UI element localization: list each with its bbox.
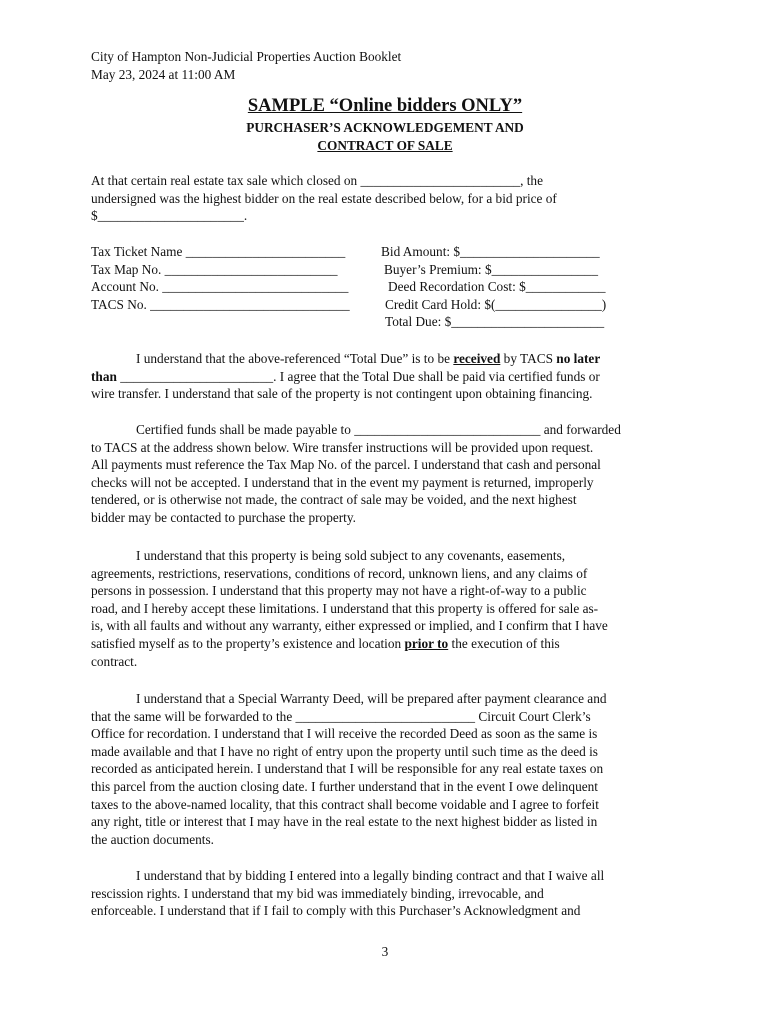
p4-line-2: that the same will be forwarded to the ___________________________ Circuit Court Clerk’s — [91, 708, 591, 724]
p1-text: by TACS — [500, 351, 557, 366]
header-line-2: May 23, 2024 at 11:00 AM — [91, 66, 236, 82]
p4-line-3: Office for recordation. I understand that I will receive the recorded Deed as soon as the same is — [91, 726, 598, 742]
field-tax-map-no: Tax Map No. __________________________ — [91, 261, 338, 277]
header-line-1: City of Hampton Non-Judicial Properties Auction Booklet — [91, 49, 402, 64]
p3-line-7: contract. — [91, 653, 138, 669]
field-total-due: Total Due: $_______________________ — [385, 314, 605, 330]
p2-line-1: Certified funds shall be made payable to ____________________________ and forwarded — [136, 422, 621, 437]
p4-line-9: the auction documents. — [91, 831, 214, 847]
paragraph-binding-contract — [91, 867, 683, 920]
field-row — [91, 313, 681, 331]
p4-line-8: any right, title or interest that I may have in the real estate to the next highest bidder as listed in — [91, 814, 598, 830]
field-bid-amount: Bid Amount: $_____________________ — [381, 244, 600, 259]
document-title: SAMPLE “Online bidders ONLY” — [247, 96, 523, 116]
field-tax-ticket-name: Tax Ticket Name ________________________ — [91, 244, 346, 259]
page-number: 3 — [381, 944, 389, 959]
p5-line-2: rescission rights. I understand that my bid was immediately binding, irrevocable, and — [91, 885, 544, 901]
p3-line-6 — [91, 635, 683, 653]
document-header — [91, 48, 401, 83]
title-block — [0, 95, 770, 154]
field-row — [91, 296, 681, 314]
p1-text: I understand that the above-referenced “Total Due” is to be — [136, 351, 454, 366]
p3-line-3: persons in possession. I understand that this property may not have a right-of-way to a public — [91, 583, 587, 599]
document-subtitle-2: CONTRACT OF SALE — [317, 137, 453, 153]
fields-block — [91, 243, 681, 331]
paragraph-property-conditions — [91, 547, 683, 670]
prior-to-emphasis: prior to — [404, 635, 449, 651]
p4-line-1: I understand that a Special Warranty Deed, will be prepared after payment clearance and — [136, 691, 607, 706]
field-row — [91, 278, 681, 296]
no-later-emphasis: no later — [556, 351, 601, 366]
p5-line-1: I understand that by bidding I entered into a legally binding contract and that I waive all — [136, 868, 605, 883]
p3-line-2: agreements, restrictions, reservations, conditions of record, unknown liens, and any claims of — [91, 565, 588, 581]
field-tacs-no: TACS No. ______________________________ — [91, 296, 350, 312]
p2-line-5: tendered, or is otherwise not made, the contract of sale may be voided, and the next highest — [91, 492, 577, 508]
p2-line-6: bidder may be contacted to purchase the property. — [91, 509, 356, 525]
p4-line-4: made available and that I have no right of entry upon the property until such time as the deed is — [91, 743, 598, 759]
field-deed-recordation-cost: Deed Recordation Cost: $____________ — [388, 279, 606, 295]
intro-paragraph — [91, 172, 681, 225]
p4-line-7: taxes to the above-named locality, that this contract shall become voidable and I agree to forfeit — [91, 796, 599, 812]
field-credit-card-hold: Credit Card Hold: $(________________) — [385, 296, 607, 312]
intro-line-3: $______________________. — [91, 208, 248, 224]
field-row — [91, 243, 681, 261]
p4-line-5: recorded as anticipated herein. I understand that I will be responsible for any real estate taxes on — [91, 761, 604, 777]
p2-line-3: All payments must reference the Tax Map No. of the parcel. I understand that cash and personal — [91, 457, 601, 473]
p1-text: _______________________. I agree that the Total Due shall be paid via certified funds or — [116, 368, 600, 384]
p3-line-5: is, with all faults and without any warranty, either expressed or implied, and I confirm that I have — [91, 618, 608, 634]
p3-line-1: I understand that this property is being sold subject to any covenants, easements, — [136, 548, 566, 563]
document-subtitle-1: PURCHASER’S ACKNOWLEDGEMENT AND — [246, 120, 524, 135]
paragraph-special-warranty-deed — [91, 690, 683, 848]
field-account-no: Account No. ____________________________ — [91, 279, 349, 295]
paragraph-total-due — [91, 350, 683, 403]
p1-line-2 — [91, 368, 683, 386]
intro-line-1: At that certain real estate tax sale which closed on ________________________, the — [91, 173, 543, 188]
p3-text: the execution of this — [448, 635, 560, 651]
p1-line-3: wire transfer. I understand that sale of the property is not contingent upon obtaining financing. — [91, 386, 593, 402]
received-emphasis: received — [453, 351, 501, 366]
intro-line-2: undersigned was the highest bidder on the real estate described below, for a bid price of — [91, 190, 557, 206]
than-emphasis: than — [91, 368, 117, 384]
p2-line-2: to TACS at the address shown below. Wire transfer instructions will be provided upon request. — [91, 439, 594, 455]
p2-line-4: checks will not be accepted. I understand that in the event my payment is returned, improperly — [91, 474, 594, 490]
p5-line-3: enforceable. I understand that if I fail to comply with this Purchaser’s Acknowledgment and — [91, 903, 581, 919]
p3-line-4: road, and I hereby accept these limitations. I understand that this property is offered for sale as- — [91, 600, 599, 616]
paragraph-certified-funds — [91, 421, 683, 527]
field-row — [91, 261, 681, 279]
field-buyers-premium: Buyer’s Premium: $________________ — [384, 261, 598, 277]
p1-line-1 — [91, 350, 683, 368]
p3-text: satisfied myself as to the property’s existence and location — [91, 635, 405, 651]
p4-line-6: this parcel from the auction closing date. I further understand that in the event I owe delinquent — [91, 778, 598, 794]
